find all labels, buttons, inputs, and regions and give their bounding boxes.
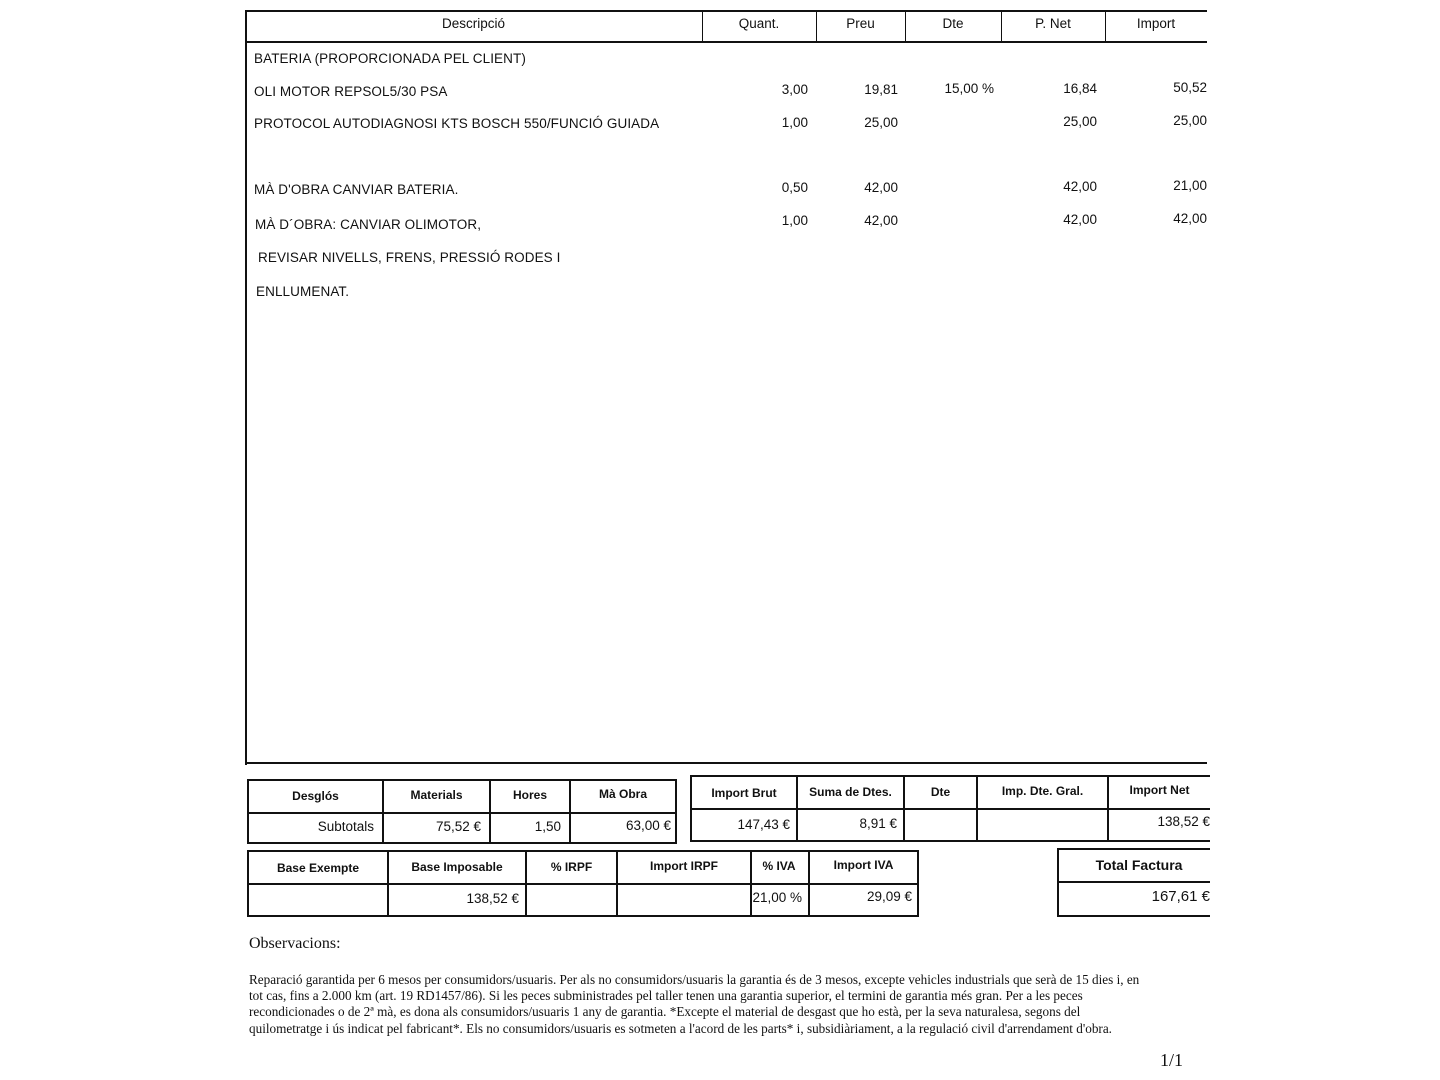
observations-text: Reparació garantida per 6 mesos per consumidors/usuaris. Per als no consumidors/usuaris la garantia és de 3 mesos, excepte vehicles industrials que serà de 15 dies i, en tot cas, fins a 2.000 km (art. 19 RD1457/86). Si les peces subministrades pel taller tenen una garantia superior, el termini de garantia més gran. Per a les peces recondicionades o de 2ª mà, es dona als consumidors/usuaris 1 any de garantia. *Excepte el material de desgast que ho està, per la seva naturalesa, segons del quilometratge i ús indicat pel fabricant*. Els no consumidors/usuaris es sotmeten a l'acord de les parts* i, subsidiàriament, a la regulació civil d'arrendament d'obra. [249, 972, 1140, 1036]
line-description: ENLLUMENAT. [256, 284, 350, 299]
header-ma-obra: Mà Obra [598, 787, 647, 801]
line-discount: 15,00 % [944, 81, 994, 96]
line-import: 21,00 [1173, 178, 1207, 193]
line-net-price: 25,00 [1063, 114, 1097, 129]
line-description: REVISAR NIVELLS, FRENS, PRESSIÓ RODES I [258, 250, 561, 265]
line-price: 25,00 [864, 115, 898, 130]
header-materials: Materials [410, 788, 463, 802]
observations-title: Observacions: [249, 935, 341, 952]
line-import: 42,00 [1173, 211, 1207, 226]
import-brut-value: 147,43 € [737, 817, 790, 832]
header-base-exempte: Base Exempte [276, 861, 360, 875]
iva-pct-value: 21,00 % [752, 890, 802, 905]
header-import-iva: Import IVA [833, 858, 894, 872]
total-invoice-box [1057, 848, 1210, 917]
import-net-value: 138,52 € [1157, 814, 1210, 829]
subtotal-ma-obra: 63,00 € [625, 818, 671, 833]
line-description: MÀ D'OBRA CANVIAR BATERIA. [254, 182, 459, 197]
line-import: 50,52 [1173, 80, 1207, 95]
line-quantity: 1,00 [781, 213, 808, 228]
subtotal-hores: 1,50 [534, 819, 561, 834]
header-import-irpf: Import IRPF [650, 859, 718, 873]
tax-table [247, 850, 919, 917]
breakdown-table [247, 779, 677, 844]
column-header-description: Descripció [441, 16, 506, 31]
column-header-price: Preu [846, 16, 875, 31]
header-suma-dtes: Suma de Dtes. [809, 785, 892, 799]
column-header-quantity: Quant. [738, 16, 780, 31]
header-import-net: Import Net [1129, 783, 1190, 797]
line-net-price: 16,84 [1063, 81, 1097, 96]
header-import-brut: Import Brut [711, 786, 777, 800]
line-net-price: 42,00 [1063, 179, 1097, 194]
header-hores: Hores [512, 788, 547, 802]
base-imposable-value: 138,52 € [466, 891, 519, 906]
header-base-imposable: Base Imposable [411, 860, 503, 874]
line-import: 25,00 [1173, 113, 1207, 128]
header-desglos: Desglós [292, 789, 339, 803]
column-header-import: Import [1136, 16, 1176, 31]
line-quantity: 0,50 [781, 180, 808, 195]
line-description: PROTOCOL AUTODIAGNOSI KTS BOSCH 550/FUNCIÓ GUIADA [254, 116, 660, 131]
line-quantity: 3,00 [781, 82, 808, 97]
import-totals-table [690, 775, 1210, 842]
total-invoice-label: Total Factura [1095, 857, 1183, 873]
line-price: 19,81 [864, 82, 898, 97]
subtotals-label: Subtotals [317, 819, 374, 834]
line-price: 42,00 [864, 180, 898, 195]
header-irpf-pct: % IRPF [550, 860, 593, 874]
invoice-lines-table [245, 10, 1207, 765]
line-quantity: 1,00 [781, 115, 808, 130]
line-net-price: 42,00 [1063, 212, 1097, 227]
line-description: BATERIA (PROPORCIONADA PEL CLIENT) [254, 51, 526, 66]
import-iva-value: 29,09 € [866, 889, 912, 904]
line-price: 42,00 [864, 213, 898, 228]
total-invoice-value: 167,61 € [1151, 888, 1210, 905]
header-imp-dte-gral: Imp. Dte. Gral. [1001, 784, 1084, 798]
line-description: OLI MOTOR REPSOL5/30 PSA [254, 84, 448, 99]
page-number: 1/1 [1160, 1050, 1184, 1070]
header-dte: Dte [930, 785, 951, 799]
subtotal-materials: 75,52 € [435, 819, 481, 834]
header-iva-pct: % IVA [762, 859, 796, 873]
column-header-net-price: P. Net [1035, 16, 1071, 31]
line-description: MÀ D´OBRA: CANVIAR OLIMOTOR, [255, 217, 482, 232]
suma-dtes-value: 8,91 € [859, 816, 897, 831]
column-header-discount: Dte [942, 16, 964, 31]
